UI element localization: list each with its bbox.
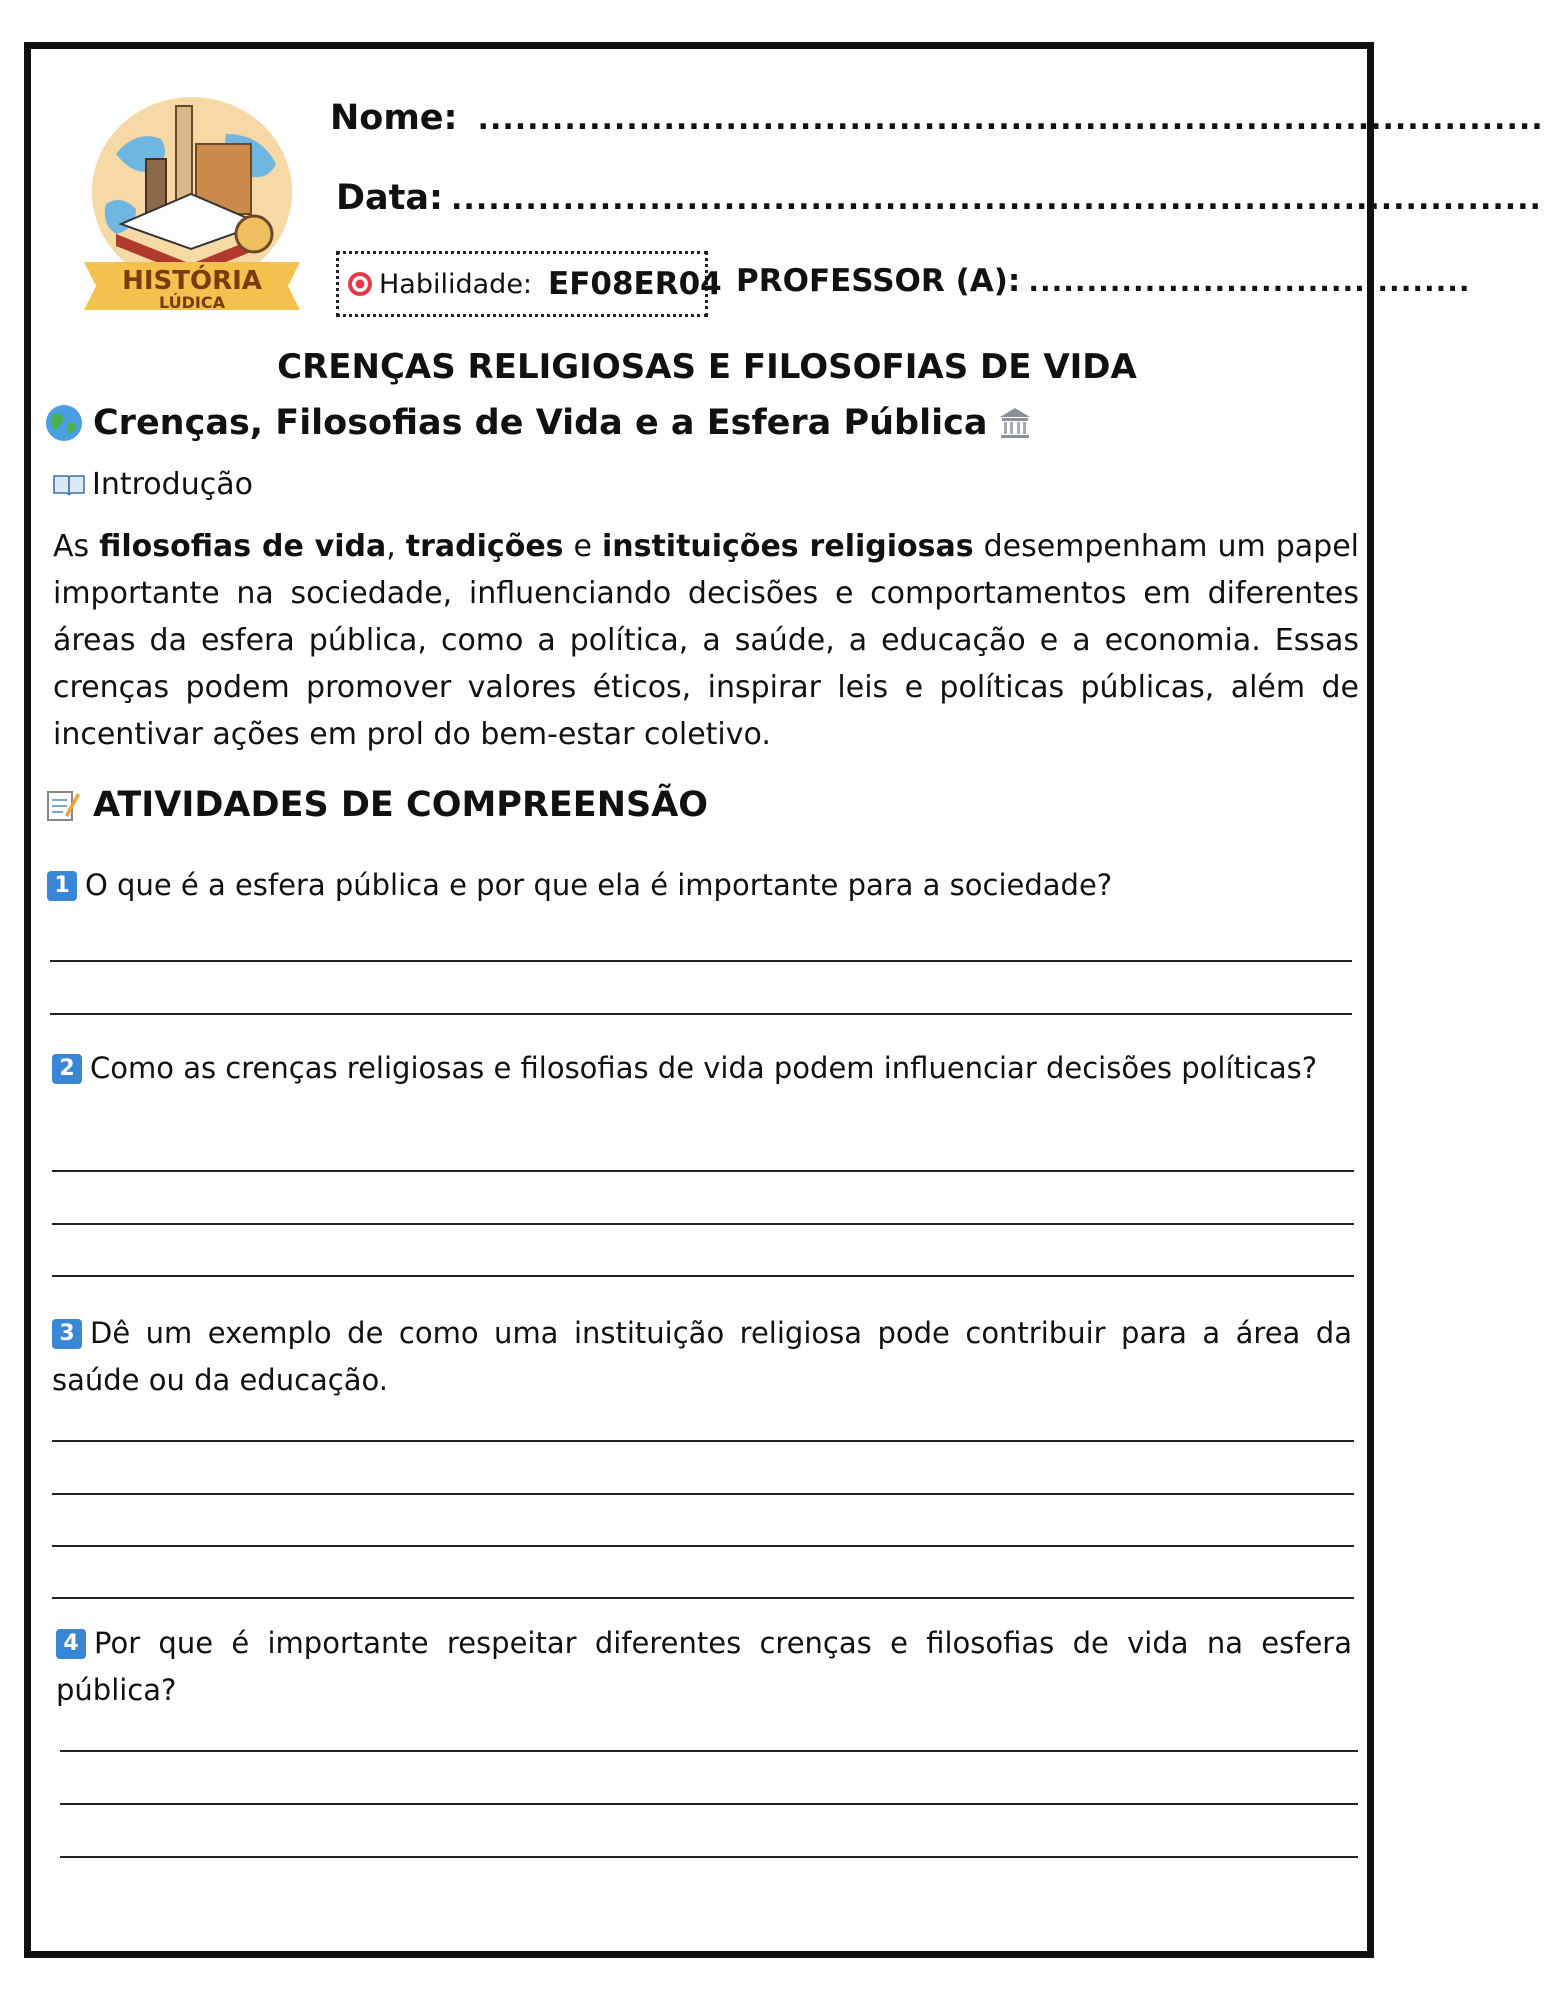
intro-label-text: Introdução xyxy=(92,467,253,502)
open-book-icon xyxy=(52,473,86,497)
question-text: Por que é importante respeitar diferentes crenças e filosofias de vida na esfera pública? xyxy=(56,1626,1352,1707)
answer-line[interactable] xyxy=(52,1170,1354,1172)
intro-label xyxy=(52,467,253,502)
subtitle xyxy=(45,403,1033,443)
activities-heading-text: ATIVIDADES DE COMPREENSÃO xyxy=(93,785,709,825)
target-icon xyxy=(347,271,373,297)
name-field[interactable] xyxy=(330,98,1544,138)
svg-text:LÚDICA: LÚDICA xyxy=(159,293,225,312)
answer-line[interactable] xyxy=(60,1750,1358,1752)
answer-line[interactable] xyxy=(52,1275,1354,1277)
name-dots: ...................................................................................... xyxy=(477,102,1544,137)
answer-line[interactable] xyxy=(52,1545,1354,1547)
answer-line[interactable] xyxy=(50,960,1352,962)
skill-label: Habilidade: xyxy=(379,268,533,300)
question-number-badge: 2 xyxy=(52,1054,82,1084)
question-number-badge: 1 xyxy=(47,871,77,901)
skill-code: EF08ER04 xyxy=(548,266,722,302)
question-text: Dê um exemplo de como uma instituição religiosa pode contribuir para a área da saúde ou da educação. xyxy=(52,1316,1352,1397)
question-1 xyxy=(47,862,1357,909)
activities-heading xyxy=(45,785,708,825)
historia-ludica-logo xyxy=(76,84,308,316)
teacher-field[interactable] xyxy=(736,263,1471,299)
question-4 xyxy=(56,1620,1352,1714)
answer-line[interactable] xyxy=(52,1597,1354,1599)
globe-icon xyxy=(45,404,83,442)
teacher-dots: ...................................... xyxy=(1028,265,1471,298)
classical-building-icon xyxy=(997,405,1033,441)
skill-box xyxy=(336,251,722,317)
date-field[interactable] xyxy=(336,178,1542,218)
page-title: CRENÇAS RELIGIOSAS E FILOSOFIAS DE VIDA xyxy=(277,347,1137,387)
answer-line[interactable] xyxy=(50,1013,1352,1015)
subtitle-text: Crenças, Filosofias de Vida e a Esfera Pública xyxy=(93,403,988,443)
memo-icon xyxy=(45,787,81,823)
date-dots: ........................................................................................ xyxy=(451,182,1542,217)
answer-line[interactable] xyxy=(60,1803,1358,1805)
question-number-badge: 4 xyxy=(56,1629,86,1659)
answer-line[interactable] xyxy=(52,1440,1354,1442)
date-label: Data: xyxy=(336,178,444,218)
teacher-label: PROFESSOR (A): xyxy=(736,263,1021,299)
answer-line[interactable] xyxy=(60,1856,1358,1858)
name-label: Nome: xyxy=(330,98,458,138)
answer-line[interactable] xyxy=(52,1223,1354,1225)
question-text: O que é a esfera pública e por que ela é importante para a sociedade? xyxy=(85,868,1113,902)
question-2 xyxy=(52,1045,1362,1092)
question-3 xyxy=(52,1310,1352,1404)
svg-text:HISTÓRIA: HISTÓRIA xyxy=(122,266,262,296)
question-text: Como as crenças religiosas e filosofias de vida podem influenciar decisões políticas? xyxy=(90,1051,1318,1085)
question-number-badge: 3 xyxy=(52,1319,82,1349)
answer-line[interactable] xyxy=(52,1493,1354,1495)
intro-paragraph: As filosofias de vida, tradições e instituições religiosas desempenham um papel importante na sociedade, influenciando decisões e comportamentos em diferentes áreas da esfera pública, como a política, a saúde, a educação e a economia. Essas crenças podem promover valores éticos, inspirar leis e políticas públicas, além de incentivar ações em prol do bem-estar coletivo. xyxy=(53,529,1359,752)
